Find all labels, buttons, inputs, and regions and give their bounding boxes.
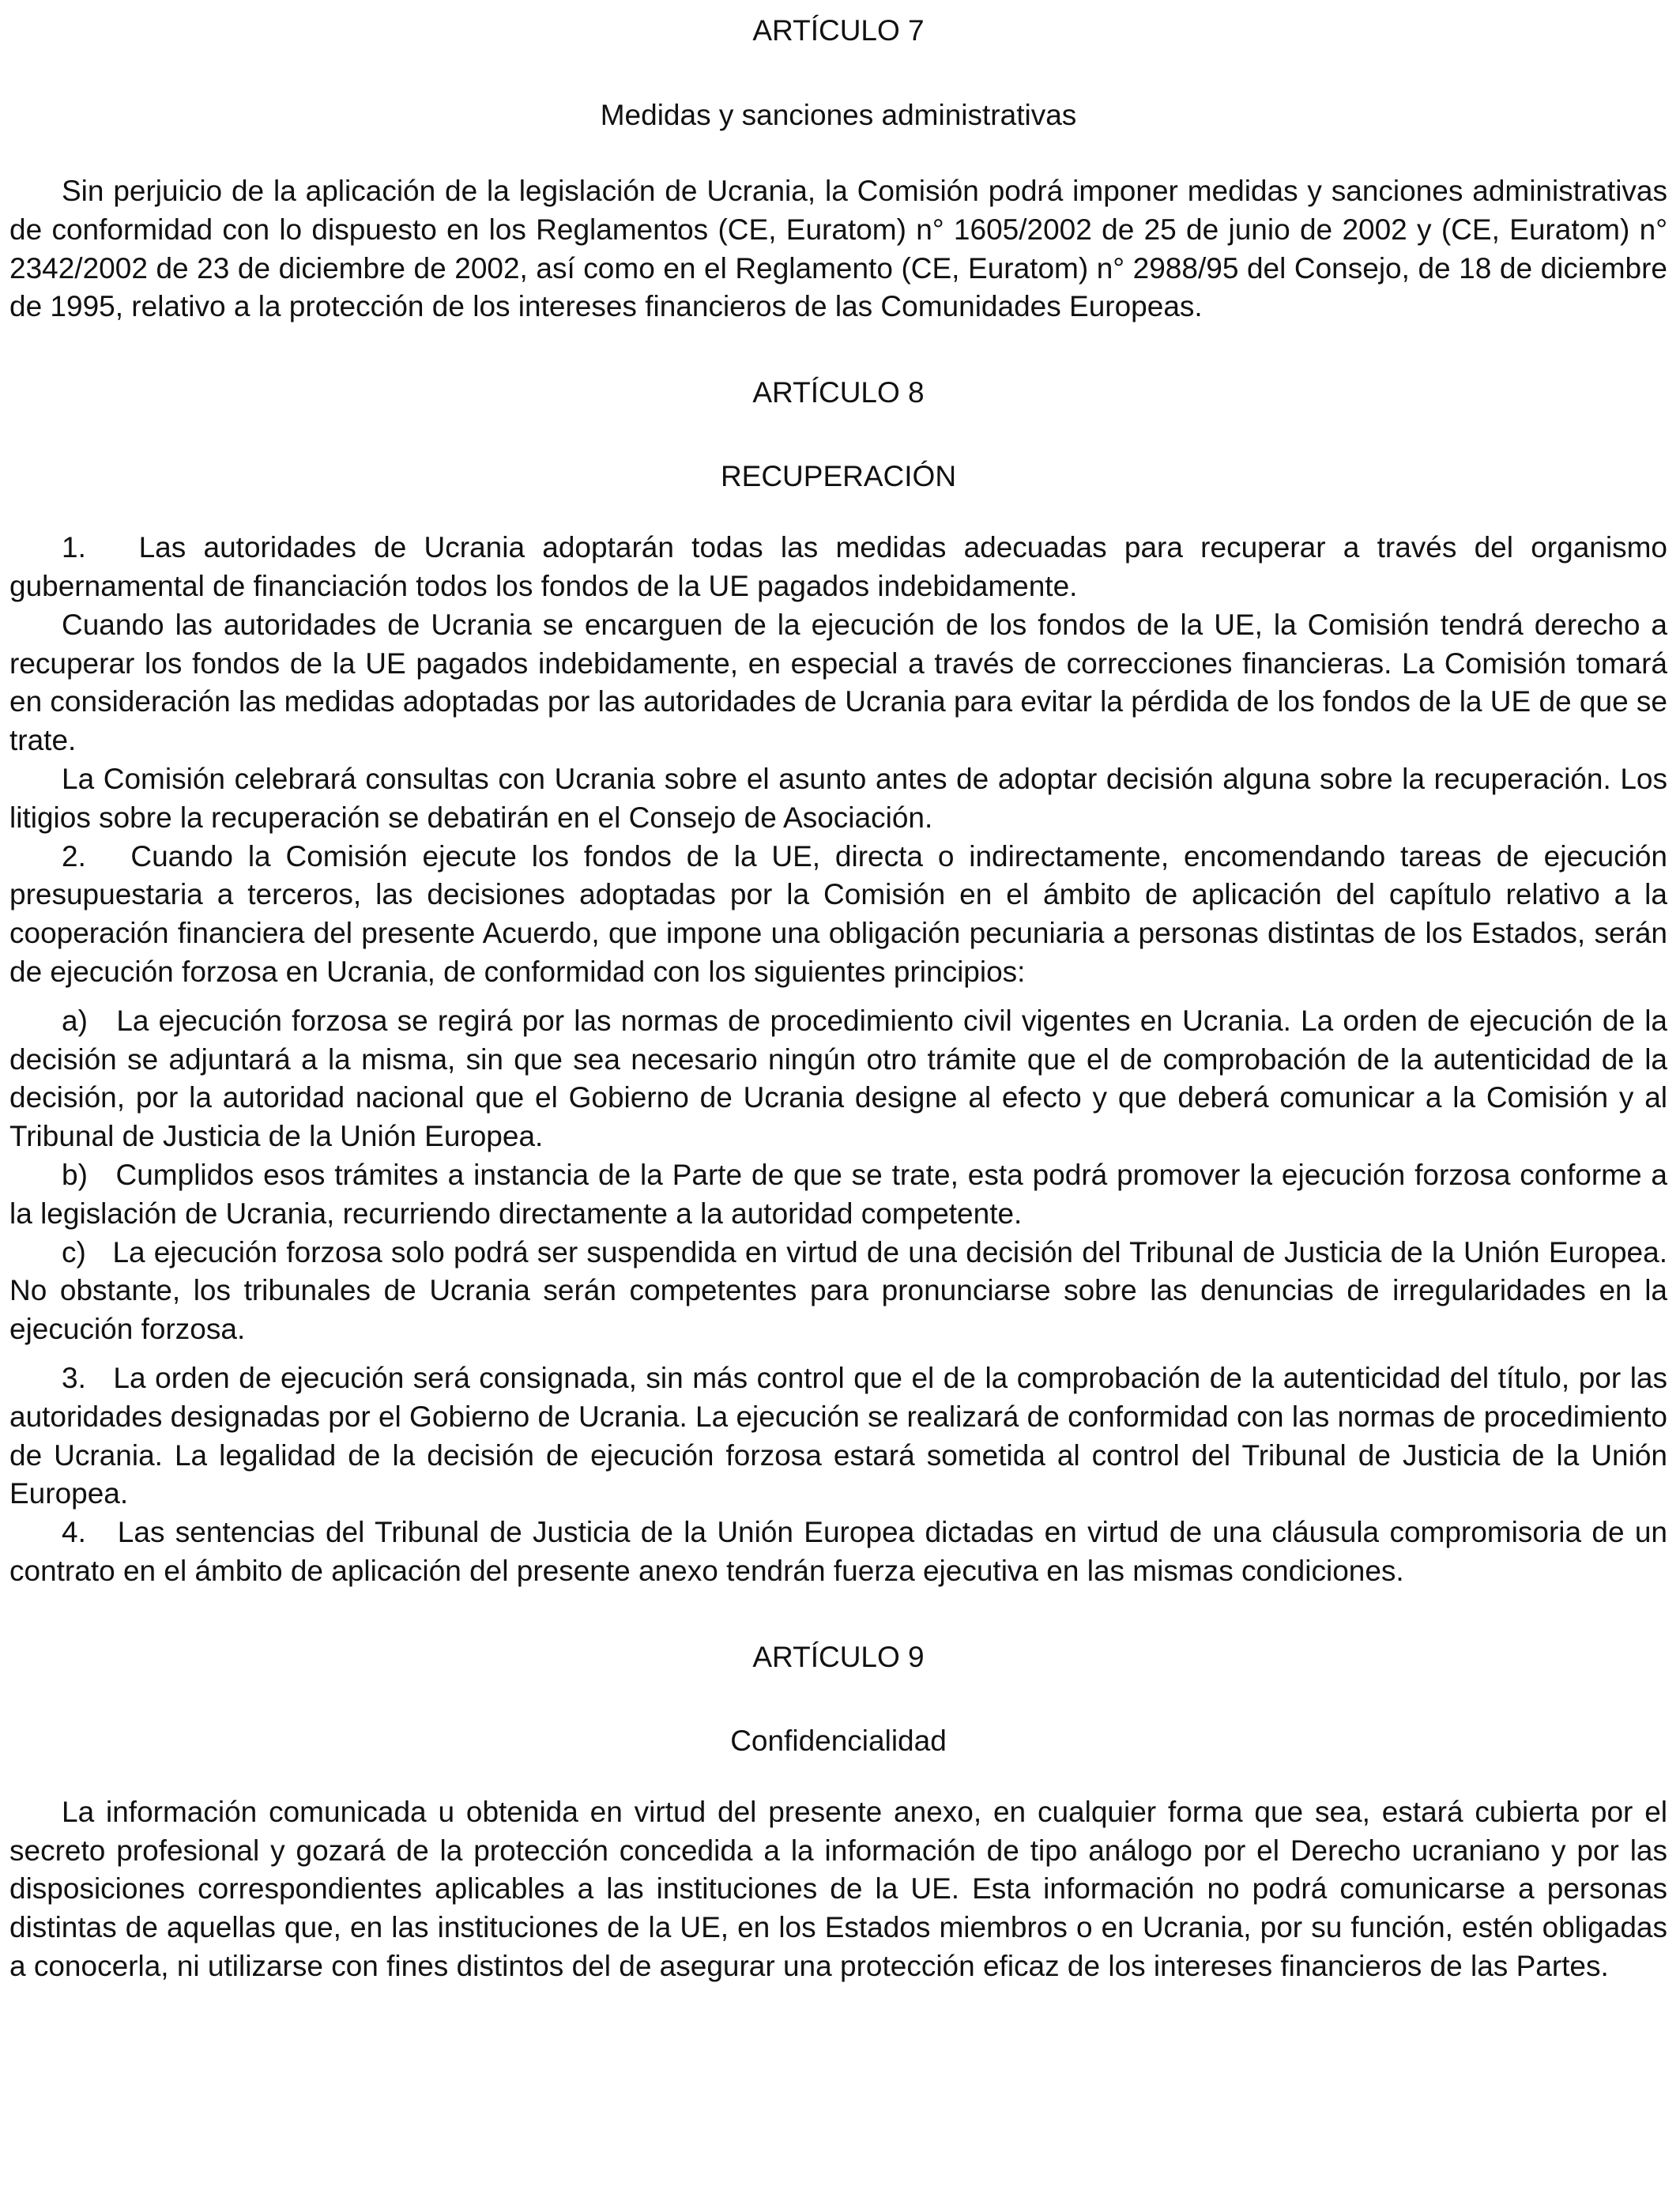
article-7-subtitle: Medidas y sanciones administrativas	[600, 99, 1077, 131]
article-8-paragraph-b: b) Cumplidos esos trámites a instancia de la Parte de que se trate, esta podrá promover la ejecución forzosa conforme a la legislación de Ucrania, recurriendo directamente a la autoridad competente.	[9, 1158, 1667, 1230]
article-9-subtitle: Confidencialidad	[730, 1724, 947, 1757]
article-9-title: ARTÍCULO 9	[752, 1640, 925, 1673]
article-8-paragraph-1b: Cuando las autoridades de Ucrania se encarguen de la ejecución de los fondos de la UE, la Comisión tendrá derecho a recuperar los fondos de la UE pagados indebidamente, en especial a través de correcciones financieras. La Comisión tomará en consideración las medidas adoptadas por las autoridades de Ucrania para evitar la pérdida de los fondos de la UE de que se trate.	[9, 608, 1667, 757]
article-7-paragraph: Sin perjuicio de la aplicación de la legislación de Ucrania, la Comisión podrá imponer medidas y sanciones administrativas de conformidad con lo dispuesto en los Reglamentos (CE, Euratom) n° 1605/2002 de 25 de junio de 2002 y (CE, Euratom) n° 2342/2002 de 23 de diciembre de 2002, así como en el Reglamento (CE, Euratom) n° 2988/95 del Consejo, de 18 de diciembre de 1995, relativo a la protección de los intereses financieros de las Comunidades Europeas.	[9, 175, 1667, 323]
document-page	[9, 0, 1667, 1986]
article-7-title: ARTÍCULO 7	[752, 14, 925, 47]
article-8-paragraph-1: 1. Las autoridades de Ucrania adoptarán todas las medidas adecuadas para recuperar a través del organismo gubernamental de financiación todos los fondos de la UE pagados indebidamente.	[9, 531, 1667, 602]
article-8-paragraph-3: 3. La orden de ejecución será consignada, sin más control que el de la comprobación de la autenticidad del título, por las autoridades designadas por el Gobierno de Ucrania. La ejecución se realizará de conformidad con las normas de procedimiento de Ucrania. La legalidad de la decisión de ejecución forzosa estará sometida al control del Tribunal de Justicia de la Unión Europea.	[9, 1361, 1667, 1510]
article-8-title: ARTÍCULO 8	[752, 376, 925, 409]
article-8-paragraph-c: c) La ejecución forzosa solo podrá ser suspendida en virtud de una decisión del Tribunal de Justicia de la Unión Europea. No obstante, los tribunales de Ucrania serán competentes para pronunciarse sobre las denuncias de irregularidades en la ejecución forzosa.	[9, 1235, 1667, 1346]
article-8-paragraph-1c: La Comisión celebrará consultas con Ucrania sobre el asunto antes de adoptar decisión alguna sobre la recuperación. Los litigios sobre la recuperación se debatirán en el Consejo de Asociación.	[9, 762, 1667, 834]
article-8-paragraph-a: a) La ejecución forzosa se regirá por las normas de procedimiento civil vigentes en Ucrania. La orden de ejecución de la decisión se adjuntará a la misma, sin que sea necesario ningún otro trámite que el de comprobación de la autenticidad de la decisión, por la autoridad nacional que el Gobierno de Ucrania designe al efecto y que deberá comunicar a la Comisión y al Tribunal de Justicia de la Unión Europea.	[9, 1004, 1667, 1153]
article-8-paragraph-2: 2. Cuando la Comisión ejecute los fondos de la UE, directa o indirectamente, encomendando tareas de ejecución presupuestaria a terceros, las decisiones adoptadas por la Comisión en el ámbito de aplicación del capítulo relativo a la cooperación financiera del presente Acuerdo, que impone una obligación pecuniaria a personas distintas de los Estados, serán de ejecución forzosa en Ucrania, de conformidad con los siguientes principios:	[9, 839, 1667, 988]
article-8-subtitle: RECUPERACIÓN	[720, 460, 957, 493]
article-8-paragraph-4: 4. Las sentencias del Tribunal de Justicia de la Unión Europea dictadas en virtud de una cláusula compromisoria de un contrato en el ámbito de aplicación del presente anexo tendrán fuerza ejecutiva en las mismas condiciones.	[9, 1516, 1667, 1587]
article-9-paragraph: La información comunicada u obtenida en virtud del presente anexo, en cualquier forma que sea, estará cubierta por el secreto profesional y gozará de la protección concedida a la información de tipo análogo por el Derecho ucraniano y por las disposiciones correspondientes aplicables a las instituciones de la UE. Esta información no podrá comunicarse a personas distintas de aquellas que, en las instituciones de la UE, en los Estados miembros o en Ucrania, por su función, estén obligadas a conocerla, ni utilizarse con fines distintos del de asegurar una protección eficaz de los intereses financieros de las Partes.	[9, 1795, 1667, 1982]
